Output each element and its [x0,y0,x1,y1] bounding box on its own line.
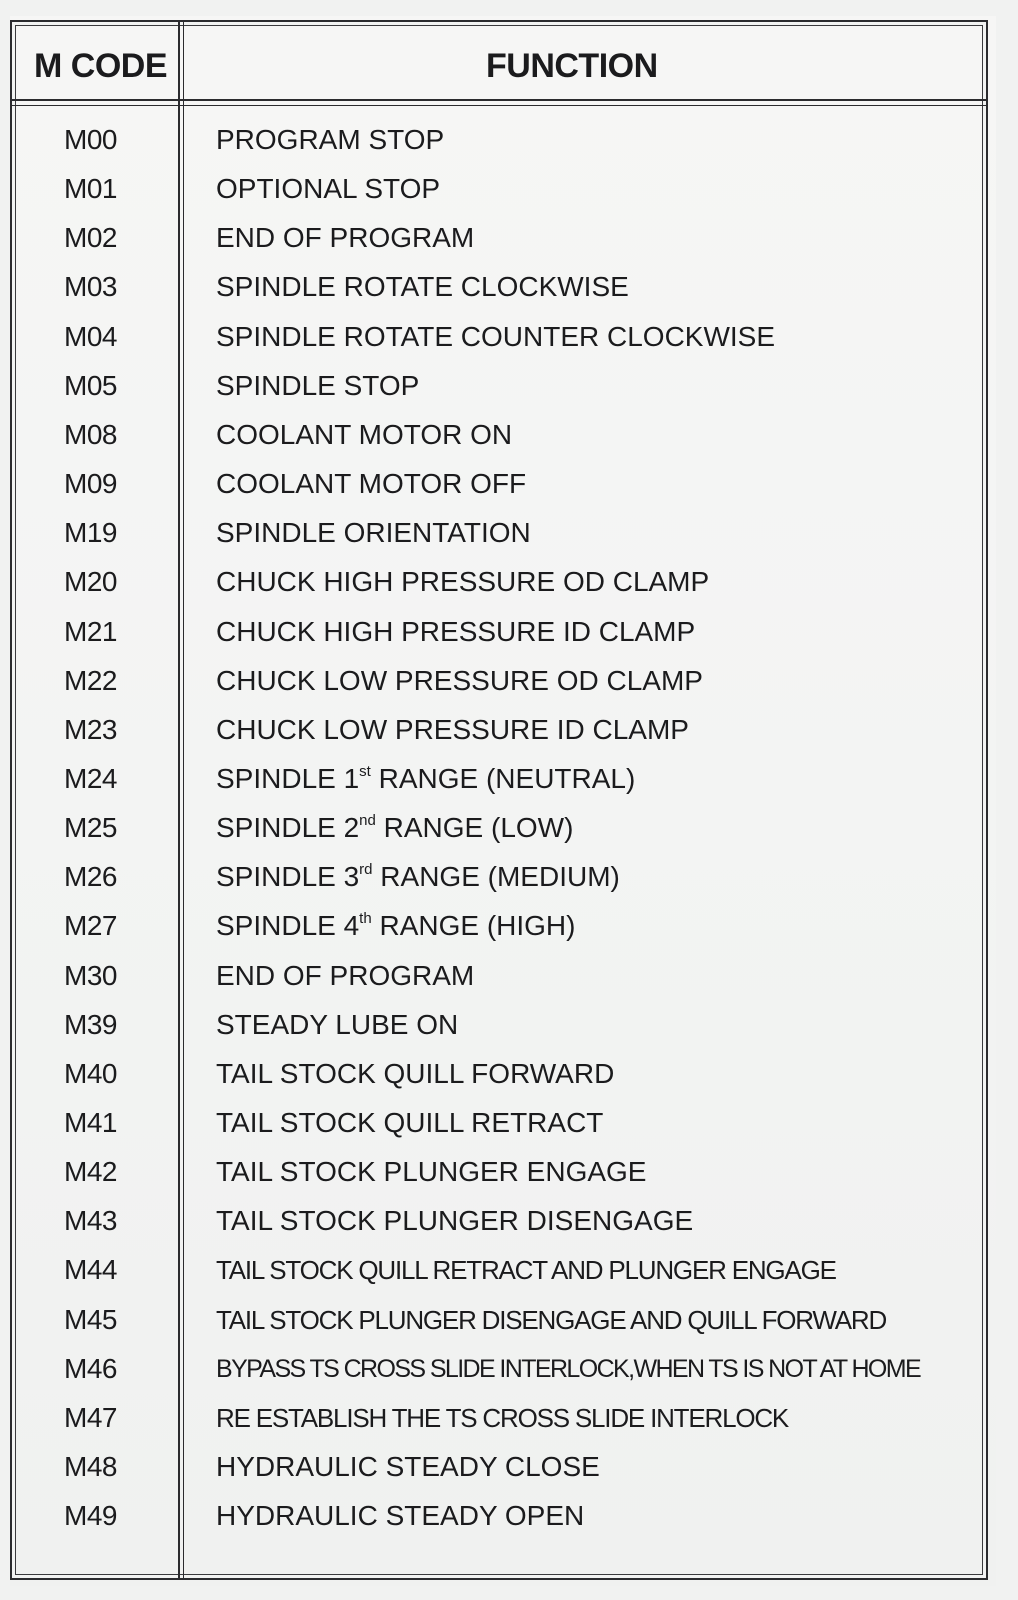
table-row [0,1500,1018,1548]
function-cell: RE ESTABLISH THE TS CROSS SLIDE INTERLOCK [216,1402,789,1433]
table-row [0,1205,1018,1253]
m-code-cell: M46 [64,1352,117,1384]
table-row [0,1107,1018,1155]
table-row [0,1353,1018,1401]
m-code-cell: M49 [64,1500,117,1532]
ordinal-suffix: rd [359,860,373,878]
function-cell: OPTIONAL STOP [216,173,441,205]
table-row [0,1058,1018,1106]
m-code-cell: M25 [64,812,117,844]
table-row [0,370,1018,418]
m-code-cell: M40 [64,1057,117,1089]
function-cell: CHUCK LOW PRESSURE ID CLAMP [216,713,689,745]
table-row [0,468,1018,516]
m-code-cell: M24 [64,762,117,794]
function-text: RANGE (NEUTRAL) [370,762,636,794]
m-code-cell: M42 [64,1156,117,1188]
function-cell [216,910,575,942]
function-cell [216,812,573,844]
m-code-cell: M26 [64,861,117,893]
table-row [0,1451,1018,1499]
table-row [0,566,1018,614]
function-cell: TAIL STOCK PLUNGER DISENGAGE [216,1205,694,1237]
function-cell: PROGRAM STOP [216,124,445,155]
table-row [0,812,1018,860]
ordinal-suffix: nd [359,811,376,829]
table-row [0,1009,1018,1057]
table-row [0,763,1018,811]
ordinal-suffix: st [359,762,371,780]
m-code-cell: M09 [64,468,117,500]
function-cell: COOLANT MOTOR ON [216,418,513,450]
m-code-cell: M20 [64,566,117,598]
function-text: SPINDLE 4 [216,910,360,942]
m-code-cell: M39 [64,1008,117,1040]
m-code-cell: M02 [64,222,117,254]
function-cell: HYDRAULIC STEADY CLOSE [216,1451,600,1483]
function-cell: SPINDLE ROTATE CLOCKWISE [216,271,629,303]
function-cell: SPINDLE ROTATE COUNTER CLOCKWISE [216,320,776,352]
function-text: SPINDLE 2 [216,812,360,844]
function-text: SPINDLE 1 [216,762,360,794]
function-text: SPINDLE 3 [216,861,360,893]
function-cell: TAIL STOCK QUILL RETRACT [216,1107,604,1138]
table-row [0,1304,1018,1352]
table-row [0,665,1018,713]
function-cell: TAIL STOCK PLUNGER DISENGAGE AND QUILL FORWARD [216,1304,887,1335]
table-row [0,321,1018,369]
table-row [0,419,1018,467]
table-row [0,124,1018,172]
function-cell: HYDRAULIC STEADY OPEN [216,1500,585,1532]
function-cell: CHUCK HIGH PRESSURE OD CLAMP [216,566,710,598]
table-row [0,714,1018,762]
function-cell: TAIL STOCK QUILL FORWARD [216,1057,615,1089]
function-cell: END OF PROGRAM [216,222,475,254]
function-cell: TAIL STOCK QUILL RETRACT AND PLUNGER ENGAGE [216,1255,836,1286]
m-code-cell: M00 [64,124,117,155]
function-cell: SPINDLE STOP [216,369,420,401]
table-row [0,1254,1018,1302]
m-code-cell: M27 [64,910,117,942]
function-cell [216,861,620,893]
function-cell: SPINDLE ORIENTATION [216,517,531,549]
m-code-cell: M22 [64,664,117,696]
header-function: FUNCTION [486,47,658,85]
m-code-cell: M44 [64,1254,117,1286]
table-row [0,222,1018,270]
table-row [0,960,1018,1008]
function-text: RANGE (MEDIUM) [372,861,620,893]
m-code-cell: M23 [64,713,117,745]
m-code-cell: M04 [64,320,117,352]
m-code-cell: M41 [64,1107,117,1138]
function-text: RANGE (LOW) [375,812,574,844]
function-cell: CHUCK LOW PRESSURE OD CLAMP [216,664,703,696]
function-cell: TAIL STOCK PLUNGER ENGAGE [216,1156,647,1188]
header-m-code: M CODE [34,47,167,85]
function-text: RANGE (HIGH) [371,910,576,942]
table-row [0,910,1018,958]
m-code-cell: M45 [64,1303,117,1335]
function-cell: COOLANT MOTOR OFF [216,468,527,500]
ordinal-suffix: th [359,910,372,928]
m-code-cell: M05 [64,369,117,401]
function-cell [216,763,635,795]
table-row [0,1402,1018,1450]
header-divider [10,99,988,106]
m-code-cell: M43 [64,1205,117,1237]
table-row [0,1156,1018,1204]
m-code-cell: M21 [64,615,117,647]
table-row [0,271,1018,319]
table-row [0,616,1018,664]
m-code-cell: M30 [64,959,117,991]
function-cell: END OF PROGRAM [216,959,475,991]
m-code-cell: M03 [64,271,117,303]
function-cell: CHUCK HIGH PRESSURE ID CLAMP [216,615,696,647]
table-row [0,517,1018,565]
table-row [0,173,1018,221]
function-cell: BYPASS TS CROSS SLIDE INTERLOCK,WHEN TS IS NOT AT HOME [216,1354,921,1383]
function-cell: STEADY LUBE ON [216,1008,459,1040]
m-code-cell: M19 [64,517,117,549]
m-code-cell: M48 [64,1451,117,1483]
m-code-cell: M47 [64,1401,117,1433]
table-row [0,861,1018,909]
m-code-cell: M08 [64,418,117,450]
m-code-cell: M01 [64,173,117,205]
